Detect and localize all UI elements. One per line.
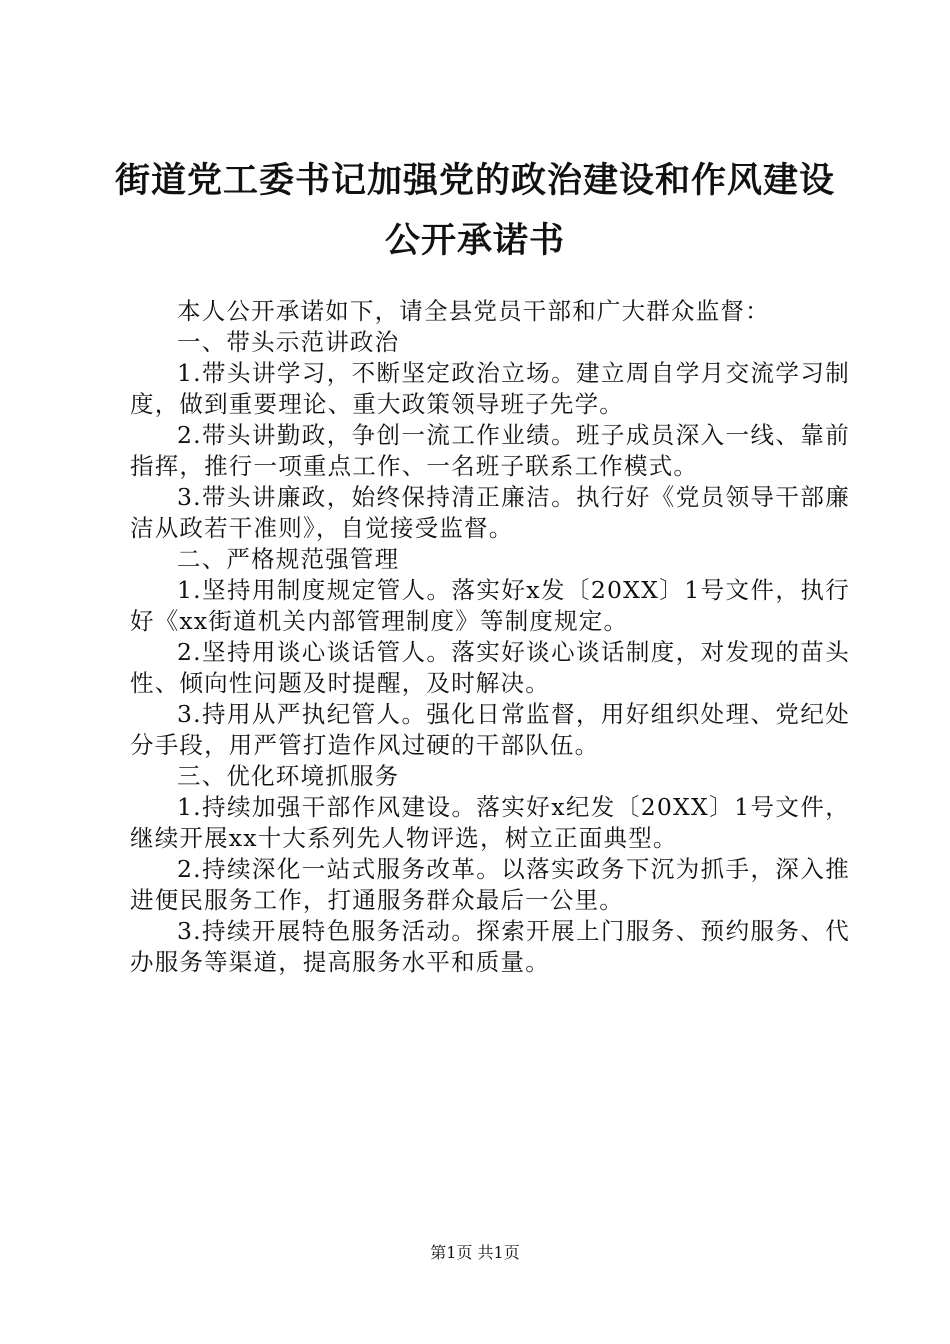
paragraph: 1.坚持用制度规定管人。落实好x发〔20XX〕1号文件，执行好《xx街道机关内部管理制度》等制度规定。 — [130, 576, 850, 635]
paragraph: 2.坚持用谈心谈话管人。落实好谈心谈话制度，对发现的苗头性、倾向性问题及时提醒，及时解决。 — [130, 638, 850, 697]
paragraph: 2.带头讲勤政，争创一流工作业绩。班子成员深入一线、靠前指挥，推行一项重点工作、一名班子联系工作模式。 — [130, 421, 850, 480]
document-title-line1: 街道党工委书记加强党的政治建设和作风建设 — [114, 160, 835, 201]
paragraph: 1.持续加强干部作风建设。落实好x纪发〔20XX〕1号文件，继续开展xx十大系列先人物评选，树立正面典型。 — [130, 793, 850, 852]
paragraph: 3.持用从严执纪管人。强化日常监督，用好组织处理、党纪处分手段，用严管打造作风过硬的干部队伍。 — [130, 700, 850, 759]
paragraph-intro: 本人公开承诺如下，请全县党员干部和广大群众监督： — [177, 297, 770, 325]
page-number-footer: 第1页 共1页 — [430, 1243, 520, 1262]
paragraph: 2.持续深化一站式服务改革。以落实政务下沉为抓手，深入推进便民服务工作，打通服务群众最后一公里。 — [130, 855, 850, 914]
document-body — [130, 296, 850, 978]
section-heading-1: 一、带头示范讲政治 — [177, 328, 400, 356]
section-heading-2: 二、严格规范强管理 — [177, 545, 400, 573]
paragraph: 3.持续开展特色服务活动。探索开展上门服务、预约服务、代办服务等渠道，提高服务水平和质量。 — [130, 917, 850, 976]
document-title-line2: 公开承诺书 — [384, 220, 565, 261]
paragraph: 1.带头讲学习，不断坚定政治立场。建立周自学月交流学习制度，做到重要理论、重大政策领导班子先学。 — [130, 359, 850, 418]
paragraph: 3.带头讲廉政，始终保持清正廉洁。执行好《党员领导干部廉洁从政若干准则》，自觉接受监督。 — [130, 483, 850, 542]
section-heading-3: 三、优化环境抓服务 — [177, 762, 400, 790]
